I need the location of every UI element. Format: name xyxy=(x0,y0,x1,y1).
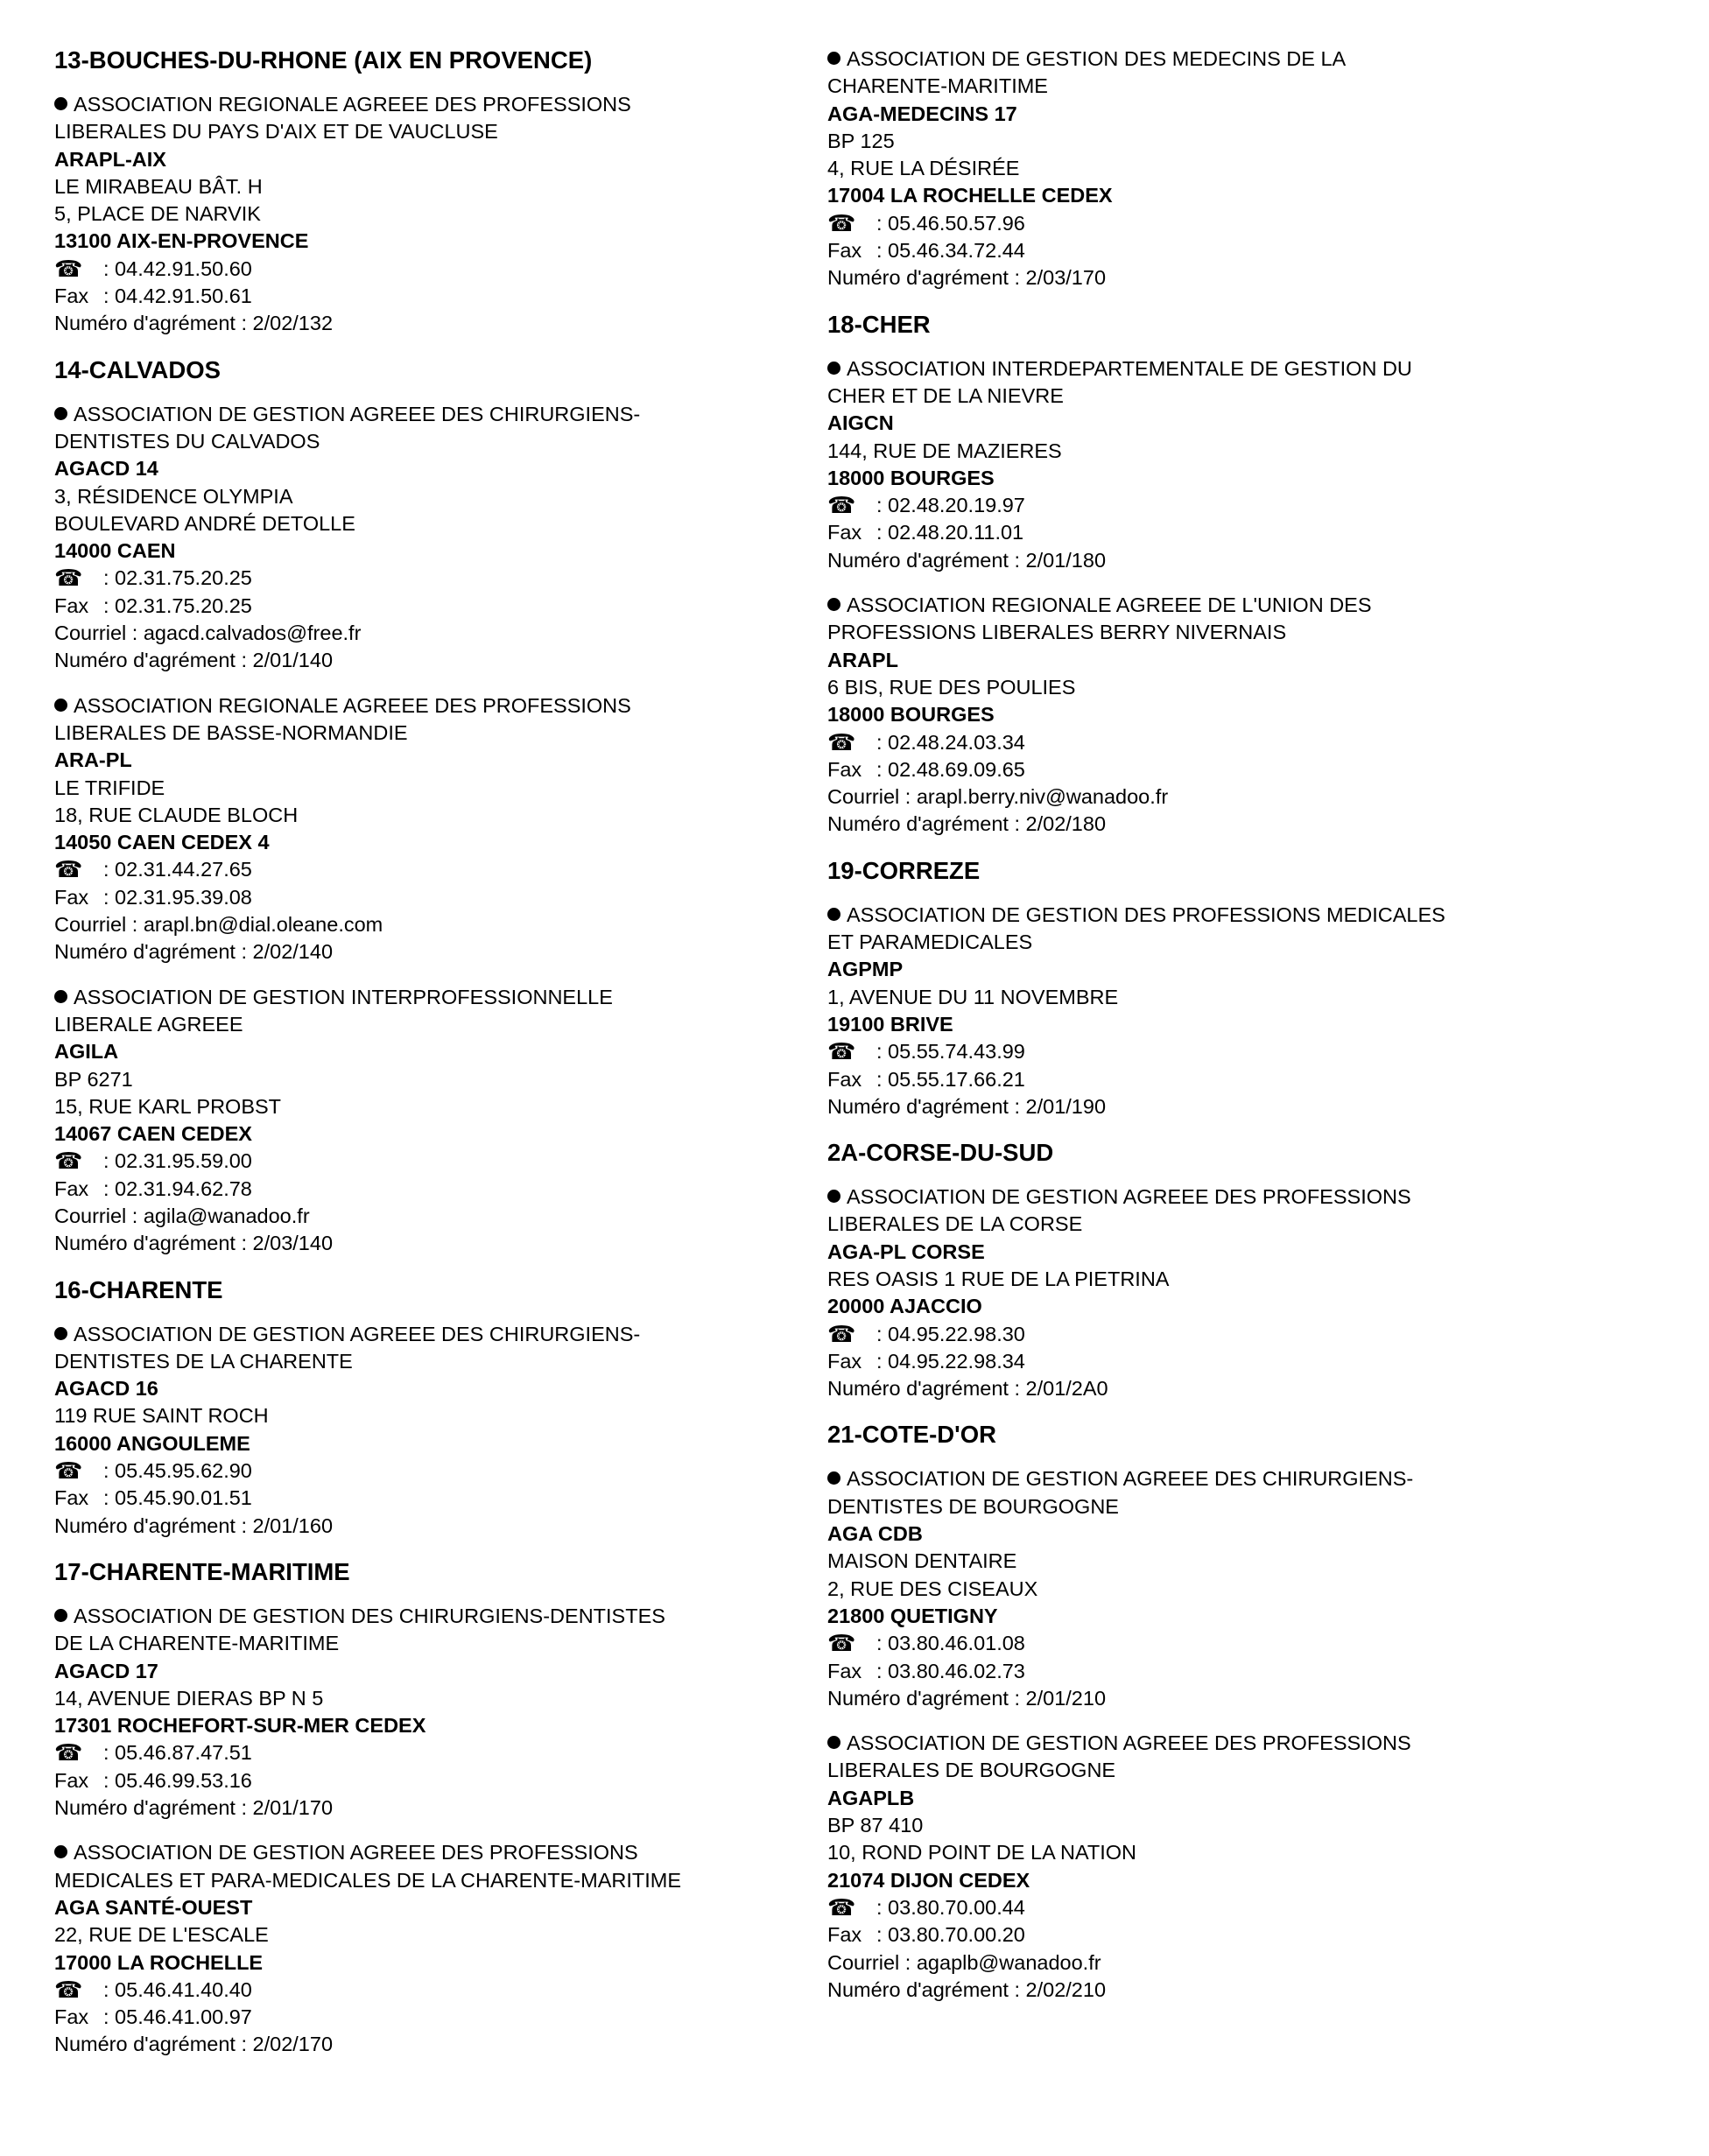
association-name-line xyxy=(827,383,1615,410)
association-name-line xyxy=(827,1757,1615,1784)
association-entry xyxy=(827,902,1615,1120)
telephone-number: : 03.80.46.01.08 xyxy=(876,1632,1025,1655)
fax-label: Fax xyxy=(54,284,89,308)
bullet-icon xyxy=(827,908,840,921)
fax-label: Fax xyxy=(827,1659,862,1682)
association-name-line xyxy=(827,1465,1615,1492)
bullet-icon xyxy=(54,699,67,712)
agrement-number: Numéro d'agrément : 2/02/170 xyxy=(54,2033,334,2056)
city-line: 20000 AJACCIO xyxy=(827,1295,982,1318)
bullet-icon xyxy=(54,97,67,110)
bullet-icon xyxy=(827,598,840,611)
telephone-number: : 02.31.95.59.00 xyxy=(103,1149,252,1173)
address-line: BOULEVARD ANDRÉ DETOLLE xyxy=(54,511,355,535)
department-heading: 19-CORREZE xyxy=(827,856,981,884)
fax-line xyxy=(827,1921,1615,1949)
association-acronym: ARAPL xyxy=(827,648,898,671)
fax-number: : 05.46.41.00.97 xyxy=(103,2005,252,2029)
telephone-number: : 02.48.20.19.97 xyxy=(876,494,1025,517)
telephone-number: : 05.46.41.40.40 xyxy=(103,1977,252,2001)
association-name-text: ASSOCIATION REGIONALE AGREEE DES PROFESSIONS xyxy=(74,93,631,116)
telephone-icon: ☎ xyxy=(54,565,83,592)
bullet-icon xyxy=(54,990,67,1003)
department-section xyxy=(54,46,825,338)
association-name-text: DENTISTES DU CALVADOS xyxy=(54,429,320,453)
department-section xyxy=(827,856,1615,1120)
telephone-line xyxy=(54,565,825,592)
association-acronym: AGILA xyxy=(54,1040,119,1064)
agrement-number: Numéro d'agrément : 2/02/132 xyxy=(54,312,334,335)
fax-number: : 03.80.46.02.73 xyxy=(876,1659,1025,1682)
telephone-line xyxy=(827,1894,1615,1921)
telephone-icon: ☎ xyxy=(54,1739,83,1766)
address-line: RES OASIS 1 RUE DE LA PIETRINA xyxy=(827,1267,1170,1290)
city-line: 14000 CAEN xyxy=(54,539,176,563)
fax-line xyxy=(827,1348,1615,1375)
right-column xyxy=(827,46,1615,2021)
association-name-line xyxy=(54,1603,825,1630)
fax-number: : 02.31.95.39.08 xyxy=(103,885,252,909)
association-entry xyxy=(827,1465,1615,1712)
agrement-number: Numéro d'agrément : 2/01/2A0 xyxy=(827,1377,1108,1401)
agrement-number: Numéro d'agrément : 2/02/210 xyxy=(827,1977,1107,2001)
department-heading: 17-CHARENTE-MARITIME xyxy=(54,1557,350,1585)
association-acronym: AIGCN xyxy=(827,411,894,435)
fax-number: : 02.31.75.20.25 xyxy=(103,593,252,617)
address-line: BP 87 410 xyxy=(827,1814,924,1837)
telephone-line xyxy=(54,1977,825,2004)
address-line: 14, AVENUE DIERAS BP N 5 xyxy=(54,1686,324,1710)
fax-line xyxy=(54,884,825,911)
department-heading: 14-CALVADOS xyxy=(54,355,221,383)
telephone-icon: ☎ xyxy=(827,1038,856,1065)
address-line: 1, AVENUE DU 11 NOVEMBRE xyxy=(827,985,1119,1008)
association-name-text: DENTISTES DE LA CHARENTE xyxy=(54,1349,353,1373)
association-name-line xyxy=(54,720,825,747)
association-entry xyxy=(54,1839,825,2058)
fax-number: : 02.48.69.09.65 xyxy=(876,757,1025,781)
city-line: 14050 CAEN CEDEX 4 xyxy=(54,831,270,854)
association-name-text: ASSOCIATION DE GESTION AGREEE DES PROFESSIONS xyxy=(847,1185,1411,1209)
department-section xyxy=(827,1138,1615,1402)
department-section xyxy=(827,310,1615,839)
telephone-icon: ☎ xyxy=(827,1893,856,1921)
association-name-text: ASSOCIATION DE GESTION AGREEE DES CHIRURGIENS- xyxy=(74,402,641,425)
association-entry xyxy=(54,1321,825,1540)
telephone-icon: ☎ xyxy=(54,856,83,883)
fax-label: Fax xyxy=(54,885,89,909)
city-line: 16000 ANGOULEME xyxy=(54,1431,250,1455)
association-acronym: AGA-MEDECINS 17 xyxy=(827,102,1017,125)
association-name-line xyxy=(827,1730,1615,1757)
association-name-text: ET PARAMEDICALES xyxy=(827,931,1033,954)
telephone-number: : 04.42.91.50.60 xyxy=(103,256,252,280)
association-name-line xyxy=(54,428,825,455)
association-name-line xyxy=(54,91,825,118)
address-line: 4, RUE LA DÉSIRÉE xyxy=(827,157,1020,180)
association-acronym: AGPMP xyxy=(827,958,904,981)
telephone-line xyxy=(54,1148,825,1175)
fax-number: : 05.46.34.72.44 xyxy=(876,239,1025,263)
association-name-text: ASSOCIATION DE GESTION AGREEE DES CHIRURGIENS- xyxy=(74,1322,641,1345)
address-line: 15, RUE KARL PROBST xyxy=(54,1094,282,1118)
association-name-line xyxy=(827,902,1615,929)
association-name-text: LIBERALES DE BASSE-NORMANDIE xyxy=(54,720,408,744)
fax-line xyxy=(54,1176,825,1203)
address-line: BP 6271 xyxy=(54,1067,133,1091)
agrement-number: Numéro d'agrément : 2/01/210 xyxy=(827,1686,1107,1710)
email-line: Courriel : arapl.bn@dial.oleane.com xyxy=(54,913,383,937)
fax-label: Fax xyxy=(54,2005,89,2029)
association-name-line xyxy=(54,692,825,720)
association-acronym: AGA-PL CORSE xyxy=(827,1240,985,1263)
bullet-icon xyxy=(827,1736,840,1749)
fax-number: : 05.45.90.01.51 xyxy=(103,1486,252,1510)
telephone-line xyxy=(54,1457,825,1485)
association-name-text: ASSOCIATION DE GESTION DES CHIRURGIENS-DENTISTES xyxy=(74,1604,665,1627)
address-line: 5, PLACE DE NARVIK xyxy=(54,202,261,226)
bullet-icon xyxy=(54,1845,67,1858)
telephone-line xyxy=(827,1038,1615,1065)
agrement-number: Numéro d'agrément : 2/01/180 xyxy=(827,548,1107,572)
fax-line xyxy=(54,2004,825,2031)
association-name-text: ASSOCIATION DE GESTION AGREEE DES CHIRURGIENS- xyxy=(847,1467,1414,1491)
association-name-line xyxy=(827,46,1615,73)
bullet-icon xyxy=(827,1471,840,1485)
address-line: 22, RUE DE L'ESCALE xyxy=(54,1923,269,1947)
department-section xyxy=(827,1420,1615,2004)
city-line: 17000 LA ROCHELLE xyxy=(54,1950,264,1974)
address-line: 2, RUE DES CISEAUX xyxy=(827,1577,1038,1600)
association-name-text: LIBERALE AGREEE xyxy=(54,1012,243,1036)
fax-label: Fax xyxy=(54,593,89,617)
agrement-number: Numéro d'agrément : 2/02/180 xyxy=(827,812,1107,836)
association-name-line xyxy=(54,1867,825,1894)
association-entry xyxy=(827,592,1615,839)
city-line: 19100 BRIVE xyxy=(827,1012,953,1036)
fax-label: Fax xyxy=(54,1768,89,1792)
association-acronym: ARA-PL xyxy=(54,748,132,772)
fax-label: Fax xyxy=(827,239,862,263)
telephone-number: : 05.45.95.62.90 xyxy=(103,1459,252,1483)
fax-line xyxy=(827,1658,1615,1685)
association-acronym: AGACD 16 xyxy=(54,1377,158,1401)
city-line: 21800 QUETIGNY xyxy=(827,1604,998,1627)
telephone-icon: ☎ xyxy=(827,728,856,755)
department-heading: 18-CHER xyxy=(827,310,931,338)
agrement-number: Numéro d'agrément : 2/01/160 xyxy=(54,1513,334,1537)
association-name-text: ASSOCIATION DE GESTION AGREEE DES PROFESSIONS xyxy=(847,1731,1411,1755)
address-line: LE TRIFIDE xyxy=(54,776,165,799)
address-line: 18, RUE CLAUDE BLOCH xyxy=(54,803,299,826)
fax-line xyxy=(827,237,1615,264)
association-name-line xyxy=(54,984,825,1011)
fax-label: Fax xyxy=(54,1176,89,1200)
association-acronym: AGACD 14 xyxy=(54,457,158,481)
bullet-icon xyxy=(54,1327,67,1340)
telephone-icon: ☎ xyxy=(54,1148,83,1175)
address-line: LE MIRABEAU BÂT. H xyxy=(54,174,263,198)
city-line: 17004 LA ROCHELLE CEDEX xyxy=(827,184,1113,207)
address-line: 119 RUE SAINT ROCH xyxy=(54,1404,269,1428)
bullet-icon xyxy=(827,52,840,65)
association-name-line xyxy=(54,1348,825,1375)
telephone-icon: ☎ xyxy=(54,1457,83,1485)
telephone-number: : 05.46.50.57.96 xyxy=(876,211,1025,235)
association-name-text: ASSOCIATION DE GESTION AGREEE DES PROFESSIONS xyxy=(74,1841,638,1865)
fax-line xyxy=(827,519,1615,546)
email-line: Courriel : agaplb@wanadoo.fr xyxy=(827,1950,1101,1974)
fax-number: : 03.80.70.00.20 xyxy=(876,1923,1025,1947)
association-entry xyxy=(827,46,1615,292)
email-line: Courriel : agila@wanadoo.fr xyxy=(54,1204,310,1227)
association-entry xyxy=(54,692,825,966)
bullet-icon xyxy=(54,1609,67,1622)
address-line: MAISON DENTAIRE xyxy=(827,1549,1017,1573)
department-heading: 13-BOUCHES-DU-RHONE (AIX EN PROVENCE) xyxy=(54,46,593,74)
address-line: BP 125 xyxy=(827,129,895,152)
association-name-line xyxy=(827,1493,1615,1520)
city-line: 18000 BOURGES xyxy=(827,703,995,727)
association-name-text: ASSOCIATION REGIONALE AGREEE DES PROFESSIONS xyxy=(74,693,631,717)
city-line: 21074 DIJON CEDEX xyxy=(827,1868,1030,1892)
association-name-line xyxy=(827,1183,1615,1211)
association-name-text: LIBERALES DE LA CORSE xyxy=(827,1212,1083,1236)
agrement-number: Numéro d'agrément : 2/01/190 xyxy=(827,1094,1107,1118)
association-acronym: AGACD 17 xyxy=(54,1659,158,1682)
association-name-text: LIBERALES DU PAYS D'AIX ET DE VAUCLUSE xyxy=(54,120,498,144)
fax-number: : 04.42.91.50.61 xyxy=(103,284,252,308)
fax-number: : 05.46.99.53.16 xyxy=(103,1768,252,1792)
association-name-text: PROFESSIONS LIBERALES BERRY NIVERNAIS xyxy=(827,621,1287,644)
association-name-text: DE LA CHARENTE-MARITIME xyxy=(54,1632,340,1655)
agrement-number: Numéro d'agrément : 2/01/170 xyxy=(54,1796,334,1820)
association-entry xyxy=(54,984,825,1258)
association-acronym: AGAPLB xyxy=(827,1786,915,1809)
fax-line xyxy=(827,756,1615,783)
email-line: Courriel : arapl.berry.niv@wanadoo.fr xyxy=(827,785,1169,809)
telephone-line xyxy=(827,729,1615,756)
association-name-line xyxy=(827,929,1615,956)
association-entry xyxy=(54,401,825,675)
fax-label: Fax xyxy=(827,1349,862,1373)
association-acronym: AGA CDB xyxy=(827,1522,923,1546)
association-name-text: LIBERALES DE BOURGOGNE xyxy=(827,1759,1116,1782)
fax-line xyxy=(54,593,825,620)
association-name-line xyxy=(827,73,1615,100)
association-name-text: ASSOCIATION DE GESTION DES PROFESSIONS MEDICALES xyxy=(847,902,1445,926)
telephone-icon: ☎ xyxy=(827,1630,856,1657)
agrement-number: Numéro d'agrément : 2/02/140 xyxy=(54,940,334,964)
telephone-icon: ☎ xyxy=(54,255,83,282)
association-entry xyxy=(54,1603,825,1822)
city-line: 13100 AIX-EN-PROVENCE xyxy=(54,229,309,253)
association-name-text: CHARENTE-MARITIME xyxy=(827,74,1048,98)
telephone-icon: ☎ xyxy=(54,1976,83,2003)
fax-number: : 02.48.20.11.01 xyxy=(876,521,1024,544)
department-heading: 21-COTE-D'OR xyxy=(827,1421,996,1449)
association-name-text: ASSOCIATION DE GESTION DES MEDECINS DE LA xyxy=(847,47,1347,70)
telephone-number: : 04.95.22.98.30 xyxy=(876,1322,1025,1345)
department-heading: 16-CHARENTE xyxy=(54,1275,223,1303)
telephone-number: : 02.48.24.03.34 xyxy=(876,730,1025,754)
association-name-line xyxy=(54,118,825,145)
address-line: 144, RUE DE MAZIERES xyxy=(827,439,1062,462)
association-acronym: AGA SANTÉ-OUEST xyxy=(54,1895,253,1919)
fax-number: : 02.31.94.62.78 xyxy=(103,1176,252,1200)
telephone-number: : 02.31.75.20.25 xyxy=(103,566,252,590)
fax-number: : 04.95.22.98.34 xyxy=(876,1349,1025,1373)
telephone-line xyxy=(827,210,1615,237)
association-name-text: ASSOCIATION REGIONALE AGREEE DE L'UNION DES xyxy=(847,593,1372,617)
fax-line xyxy=(54,1485,825,1512)
telephone-line xyxy=(827,1630,1615,1657)
city-line: 17301 ROCHEFORT-SUR-MER CEDEX xyxy=(54,1714,426,1738)
association-name-line xyxy=(54,1011,825,1038)
address-line: 3, RÉSIDENCE OLYMPIA xyxy=(54,484,293,508)
association-name-text: MEDICALES ET PARA-MEDICALES DE LA CHARENTE-MARITIME xyxy=(54,1868,682,1892)
association-name-line xyxy=(827,619,1615,646)
association-name-text: ASSOCIATION DE GESTION INTERPROFESSIONNELLE xyxy=(74,985,613,1008)
fax-line xyxy=(54,283,825,310)
fax-label: Fax xyxy=(54,1486,89,1510)
bullet-icon xyxy=(827,1190,840,1203)
association-entry xyxy=(827,1183,1615,1402)
telephone-line xyxy=(54,1739,825,1766)
fax-label: Fax xyxy=(827,1923,862,1947)
fax-label: Fax xyxy=(827,521,862,544)
association-name-line xyxy=(54,401,825,428)
telephone-number: : 03.80.70.00.44 xyxy=(876,1895,1025,1919)
association-acronym: ARAPL-AIX xyxy=(54,147,166,171)
telephone-icon: ☎ xyxy=(827,492,856,519)
association-entry xyxy=(827,1730,1615,2004)
fax-number: : 05.55.17.66.21 xyxy=(876,1067,1025,1091)
department-section xyxy=(54,355,825,1258)
association-name-text: CHER ET DE LA NIEVRE xyxy=(827,383,1064,407)
address-line: 10, ROND POINT DE LA NATION xyxy=(827,1841,1137,1865)
department-section xyxy=(54,1275,825,1540)
fax-line xyxy=(54,1767,825,1794)
city-line: 14067 CAEN CEDEX xyxy=(54,1122,252,1146)
bullet-icon xyxy=(827,362,840,375)
fax-label: Fax xyxy=(827,1067,862,1091)
association-entry xyxy=(54,91,825,338)
telephone-number: : 05.55.74.43.99 xyxy=(876,1040,1025,1064)
agrement-number: Numéro d'agrément : 2/03/140 xyxy=(54,1232,334,1255)
telephone-line xyxy=(827,492,1615,519)
association-name-line xyxy=(827,592,1615,619)
agrement-number: Numéro d'agrément : 2/01/140 xyxy=(54,649,334,672)
fax-label: Fax xyxy=(827,757,862,781)
association-name-text: ASSOCIATION INTERDEPARTEMENTALE DE GESTION DU xyxy=(847,356,1412,380)
telephone-line xyxy=(827,1321,1615,1348)
address-line: 6 BIS, RUE DES POULIES xyxy=(827,675,1076,699)
department-section xyxy=(54,1557,825,2059)
telephone-line xyxy=(54,856,825,883)
email-line: Courriel : agacd.calvados@free.fr xyxy=(54,622,362,645)
city-line: 18000 BOURGES xyxy=(827,466,995,489)
association-name-line xyxy=(827,1211,1615,1238)
association-name-text: DENTISTES DE BOURGOGNE xyxy=(827,1494,1119,1518)
telephone-icon: ☎ xyxy=(827,1320,856,1347)
telephone-number: : 05.46.87.47.51 xyxy=(103,1741,252,1765)
telephone-line xyxy=(54,256,825,283)
department-section xyxy=(827,46,1615,292)
telephone-number: : 02.31.44.27.65 xyxy=(103,858,252,881)
association-name-line xyxy=(827,355,1615,383)
association-name-line xyxy=(54,1321,825,1348)
association-entry xyxy=(827,355,1615,574)
bullet-icon xyxy=(54,407,67,420)
telephone-icon: ☎ xyxy=(827,209,856,236)
left-column xyxy=(54,46,825,2076)
agrement-number: Numéro d'agrément : 2/03/170 xyxy=(827,266,1107,290)
association-name-line xyxy=(54,1839,825,1866)
fax-line xyxy=(827,1066,1615,1093)
department-heading: 2A-CORSE-DU-SUD xyxy=(827,1139,1054,1167)
association-name-line xyxy=(54,1630,825,1657)
